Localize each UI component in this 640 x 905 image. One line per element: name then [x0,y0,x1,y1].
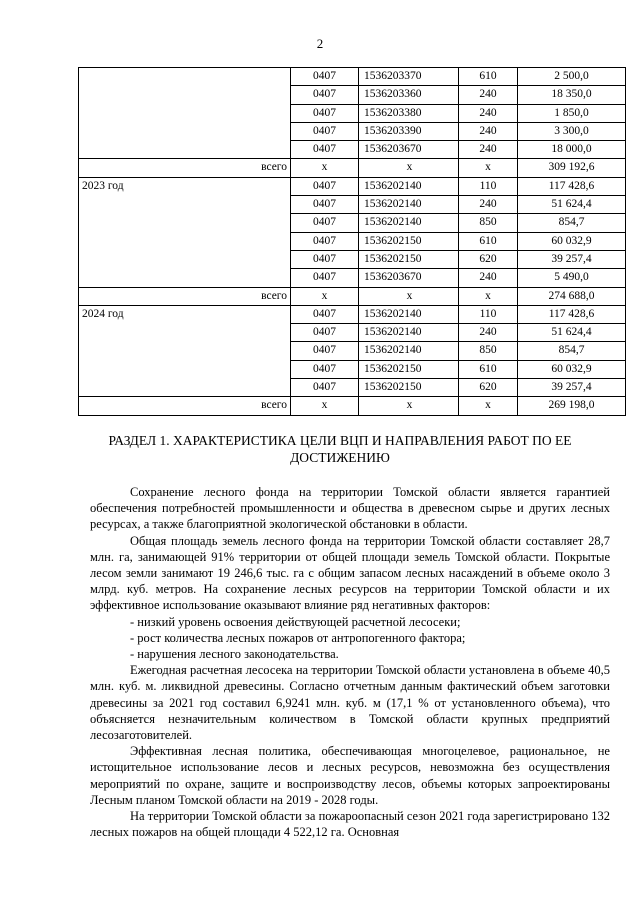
budget-table-body [79,68,626,416]
target-article-cell: 1536203390 [359,122,459,140]
table-row [79,250,626,268]
expense-type-cell: 240 [459,324,518,342]
total-cell: х [291,397,359,415]
paragraph: Ежегодная расчетная лесосека на территории Томской области установлена в объеме 40,5 млн. куб. м. ликвидной древесины. Согласно отчетным данным фактический объем заготовки древесины за 2021 год составил 6,9241 млн. куб. м (17,1 % от установленного объема), что объясняется незначительным количеством в Томской области крупных предприятий лесозаготовителей. [90,663,610,743]
table-row [79,122,626,140]
table-total-row [79,287,626,305]
expense-type-cell: 620 [459,379,518,397]
table-row [79,342,626,360]
total-cell: х [359,287,459,305]
amount-cell: 5 490,0 [518,269,626,287]
target-article-cell: 1536202140 [359,177,459,195]
section-heading: РАЗДЕЛ 1. ХАРАКТЕРИСТИКА ЦЕЛИ ВЦП И НАПРАВЛЕНИЯ РАБОТ ПО ЕЕ ДОСТИЖЕНИЮ [108,433,572,465]
amount-cell: 39 257,4 [518,379,626,397]
year-cell: 2024 год [79,305,291,323]
section-code-cell: 0407 [291,104,359,122]
target-article-cell: 1536202150 [359,360,459,378]
expense-type-cell: 240 [459,86,518,104]
year-cell [79,342,291,360]
section-code-cell: 0407 [291,86,359,104]
section-code-cell: 0407 [291,342,359,360]
section-code-cell: 0407 [291,269,359,287]
amount-cell: 60 032,9 [518,360,626,378]
table-row [79,232,626,250]
page-number: 2 [316,36,324,51]
section-code-cell: 0407 [291,122,359,140]
section-code-cell: 0407 [291,360,359,378]
section-body [90,484,610,840]
target-article-cell: 1536202140 [359,324,459,342]
section-code-cell: 0407 [291,196,359,214]
expense-type-cell: 850 [459,214,518,232]
target-article-cell: 1536202140 [359,342,459,360]
amount-cell: 60 032,9 [518,232,626,250]
expense-type-cell: 610 [459,68,518,86]
paragraph: Общая площадь земель лесного фонда на территории Томской области составляет 28,7 млн. га, занимающей 91% территории от общей площади земель Томской области. Покрытые лесом земли занимают 19 246,6 тыс. га с общим запасом лесных насаждений в объеме около 3 млрд. куб. метров. На сохранение лесных ресурсов на территории Томской области и их эффективное использование оказывают влияние ряд негативных факторов: [90,533,610,613]
amount-cell: 18 350,0 [518,86,626,104]
year-cell [79,141,291,159]
total-cell: 274 688,0 [518,287,626,305]
target-article-cell: 1536202150 [359,379,459,397]
paragraph: Сохранение лесного фонда на территории Томской области является гарантией обеспечения потребностей промышленности и общества в древесном сырье и других лесных ресурсах, а также благоприятной экологической обстановки в области. [90,485,610,532]
expense-type-cell: 850 [459,342,518,360]
year-cell [79,269,291,287]
expense-type-cell: 240 [459,122,518,140]
amount-cell: 854,7 [518,342,626,360]
list-item: - низкий уровень освоения действующей расчетной лесосеки; [130,614,461,629]
table-row [79,141,626,159]
expense-type-cell: 110 [459,305,518,323]
target-article-cell: 1536203360 [359,86,459,104]
year-cell [79,214,291,232]
target-article-cell: 1536203370 [359,68,459,86]
expense-type-cell: 110 [459,177,518,195]
table-row [79,86,626,104]
total-cell: х [459,397,518,415]
amount-cell: 1 850,0 [518,104,626,122]
list-item: - нарушения лесного законодательства. [130,647,339,662]
total-label: всего [79,159,291,177]
amount-cell: 117 428,6 [518,305,626,323]
section-code-cell: 0407 [291,177,359,195]
amount-cell: 117 428,6 [518,177,626,195]
section-code-cell: 0407 [291,214,359,232]
year-cell [79,250,291,268]
target-article-cell: 1536203670 [359,269,459,287]
amount-cell: 51 624,4 [518,324,626,342]
table-row [79,196,626,214]
expense-type-cell: 610 [459,360,518,378]
table-row [79,379,626,397]
table-row [79,305,626,323]
amount-cell: 39 257,4 [518,250,626,268]
total-cell: х [459,159,518,177]
amount-cell: 854,7 [518,214,626,232]
target-article-cell: 1536202150 [359,232,459,250]
total-label: всего [79,397,291,415]
year-cell [79,122,291,140]
year-cell [79,104,291,122]
section-code-cell: 0407 [291,379,359,397]
expense-type-cell: 610 [459,232,518,250]
table-row [79,269,626,287]
amount-cell: 51 624,4 [518,196,626,214]
total-cell: х [459,287,518,305]
paragraph: На территории Томской области за пожароопасный сезон 2021 года зарегистрировано 132 лесных пожаров на общей площади 4 522,12 га. Основная [90,809,610,840]
target-article-cell: 1536202140 [359,196,459,214]
year-cell [79,360,291,378]
section-code-cell: 0407 [291,68,359,86]
table-row [79,104,626,122]
expense-type-cell: 240 [459,141,518,159]
amount-cell: 18 000,0 [518,141,626,159]
table-row [79,68,626,86]
list-item: - рост количества лесных пожаров от антропогенного фактора; [130,630,466,645]
target-article-cell: 1536202140 [359,305,459,323]
section-code-cell: 0407 [291,324,359,342]
total-cell: х [359,159,459,177]
section-code-cell: 0407 [291,305,359,323]
total-cell: х [291,287,359,305]
expense-type-cell: 620 [459,250,518,268]
total-cell: 269 198,0 [518,397,626,415]
total-cell: х [359,397,459,415]
year-cell [79,379,291,397]
table-row [79,177,626,195]
section-code-cell: 0407 [291,250,359,268]
amount-cell: 2 500,0 [518,68,626,86]
table-row [79,214,626,232]
year-cell [79,196,291,214]
table-row [79,324,626,342]
table-total-row [79,397,626,415]
year-cell: 2023 год [79,177,291,195]
table-total-row [79,159,626,177]
total-label: всего [79,287,291,305]
total-cell: х [291,159,359,177]
budget-table [78,67,626,416]
amount-cell: 3 300,0 [518,122,626,140]
year-cell [79,232,291,250]
target-article-cell: 1536202140 [359,214,459,232]
expense-type-cell: 240 [459,196,518,214]
total-cell: 309 192,6 [518,159,626,177]
year-cell [79,324,291,342]
expense-type-cell: 240 [459,269,518,287]
target-article-cell: 1536203670 [359,141,459,159]
paragraph: Эффективная лесная политика, обеспечивающая многоцелевое, рациональное, не истощительное использование лесов и лесных ресурсов, невозможна без осуществления мероприятий по охране, защите и воспроизводству лесов, объемы которых запроектированы Лесным планом Томской области на 2019 - 2028 годы. [90,744,610,807]
year-cell [79,86,291,104]
section-code-cell: 0407 [291,141,359,159]
target-article-cell: 1536202150 [359,250,459,268]
target-article-cell: 1536203380 [359,104,459,122]
section-code-cell: 0407 [291,232,359,250]
year-cell [79,68,291,86]
expense-type-cell: 240 [459,104,518,122]
table-row [79,360,626,378]
